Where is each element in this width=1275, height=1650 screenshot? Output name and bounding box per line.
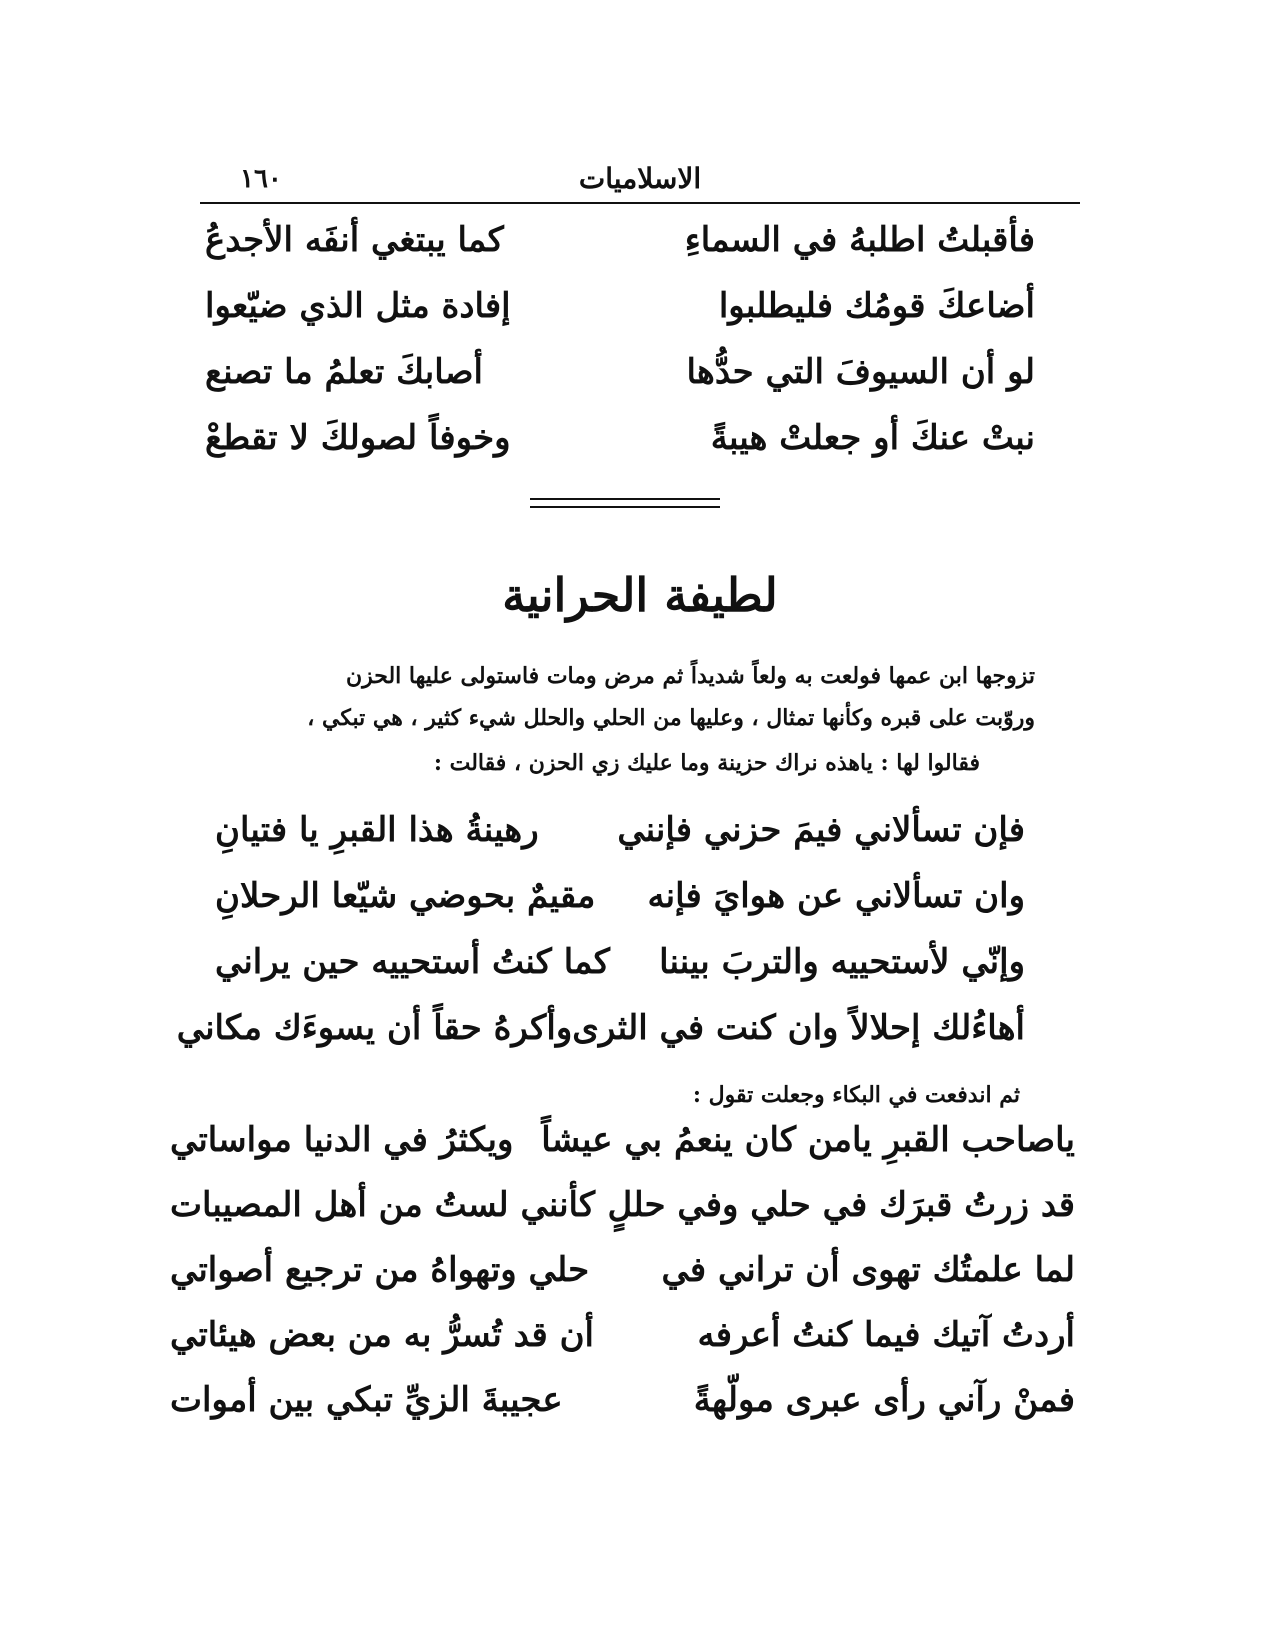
verse: [215, 876, 1025, 942]
hemistich-right: وان تسألاني عن هوايَ فإنه: [647, 876, 1025, 916]
verse: [170, 1185, 1075, 1250]
running-header: [200, 160, 1080, 204]
header-title: الاسلاميات: [578, 162, 702, 195]
hemistich-left: عجيبةَ الزيِّ تبكي بين أموات: [170, 1380, 563, 1420]
verse: [170, 1380, 1075, 1445]
section-title: لطيفة الحرانية: [502, 568, 778, 622]
verse: [205, 286, 1035, 352]
hemistich-left: كأنني لستُ من أهل المصيبات: [170, 1185, 596, 1225]
verse: [170, 1315, 1075, 1380]
hemistich-right: أهاءُلك إحلالاً وان كنت في الثرى: [572, 1008, 1025, 1048]
verse: [205, 352, 1035, 418]
hemistich-right: لما علمتُك تهوى أن تراني في: [661, 1250, 1075, 1290]
verse: [176, 1008, 1025, 1074]
hemistich-left: وخوفاً لصولكَ لا تقطعْ: [205, 418, 511, 458]
prose-line: تزوجها ابن عمها فولعت به ولعاً شديداً ثم مرض ومات فاستولى عليها الحزن: [345, 663, 1035, 689]
prose-line: وروّبت على قبره وكأنها تمثال ، وعليها من الحلي والحلل شيء كثير ، هي تبكي ،: [307, 705, 1035, 731]
hemistich-right: نبتْ عنكَ أو جعلتْ هيبةً: [710, 418, 1035, 458]
page-number: ١٦٠: [240, 164, 282, 194]
hemistich-right: أردتُ آتيك فيما كنتُ أعرفه: [697, 1315, 1075, 1355]
hemistich-right: أضاعكَ قومُك فليطلبوا: [718, 286, 1035, 326]
hemistich-right: لو أن السيوفَ التي حدُّها: [686, 352, 1035, 392]
hemistich-left: كما يبتغي أنفَه الأجدعُ: [205, 220, 504, 260]
verse: [215, 942, 1025, 1008]
verse: [205, 220, 1035, 286]
hemistich-left: وأكرهُ حقاً أن يسوءَك مكاني: [176, 1008, 573, 1048]
hemistich-left: مقيمٌ بحوضي شيّعا الرحلانِ: [215, 876, 596, 916]
hemistich-left: حلي وتهواهُ من ترجيع أصواتي: [170, 1250, 590, 1290]
poem-bottom: [170, 1120, 1075, 1445]
hemistich-right: فمنْ رآني رأى عبرى مولّهةً: [693, 1380, 1075, 1420]
verse: [170, 1120, 1075, 1185]
prose-line: فقالوا لها : ياهذه نراك حزينة وما عليك زي الحزن ، فقالت :: [433, 750, 980, 776]
hemistich-left: أصابكَ تعلمُ ما تصنع: [205, 352, 483, 392]
header-rule: [200, 202, 1080, 204]
hemistich-right: فإن تسألاني فيمَ حزني فإنني: [617, 810, 1025, 850]
hemistich-right: وإنّي لأستحييه والتربَ بيننا: [659, 942, 1025, 982]
hemistich-left: رهينةُ هذا القبرِ يا فتيانِ: [215, 810, 539, 850]
section-separator: [530, 498, 720, 508]
hemistich-right: فأقبلتُ اطلبهُ في السماءِ: [684, 220, 1035, 260]
hemistich-right: ياصاحب القبرِ يامن كان ينعمُ بي عيشاً: [541, 1120, 1075, 1160]
hemistich-left: ويكثرُ في الدنيا مواساتي: [170, 1120, 514, 1160]
hemistich-left: كما كنتُ أستحييه حين يراني: [215, 942, 610, 982]
verse: [170, 1250, 1075, 1315]
poem-top: [205, 220, 1035, 484]
prose-line: ثم اندفعت في البكاء وجعلت تقول :: [692, 1082, 1020, 1108]
verse: [215, 810, 1025, 876]
hemistich-left: إفادة مثل الذي ضيّعوا: [205, 286, 511, 326]
hemistich-left: أن قد تُسرُّ به من بعض هيئاتي: [170, 1315, 595, 1355]
verse: [205, 418, 1035, 484]
poem-middle: [176, 810, 1025, 1074]
hemistich-right: قد زرتُ قبرَك في حلي وفي حللٍ: [607, 1185, 1075, 1225]
